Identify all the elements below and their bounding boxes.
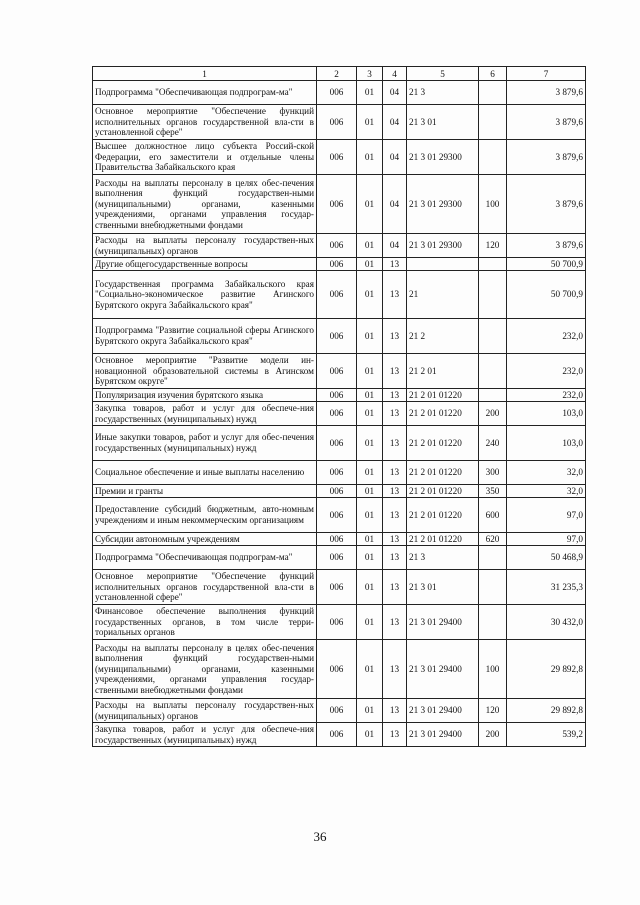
expense-type-cell: 200 xyxy=(479,402,507,426)
section-cell: 01 xyxy=(357,258,383,271)
expense-type-cell: 350 xyxy=(479,485,507,498)
target-item-cell: 21 2 01 01220 xyxy=(407,426,479,461)
row-name-cell: Основное мероприятие "Обеспечение функций исполнительных органов государственной вла-сти в установленной сфере" xyxy=(93,105,317,140)
row-name-cell: Подпрограмма "Обеспечивающая подпрограм-ма" xyxy=(93,81,317,105)
table-row xyxy=(93,498,586,533)
section-cell: 01 xyxy=(357,498,383,533)
subsection-cell: 04 xyxy=(383,81,407,105)
amount-cell: 32,0 xyxy=(507,485,586,498)
row-name-cell: Основное мероприятие "Развитие модели ин-новационной образовательной системы в Агинском Бурятском округе" xyxy=(93,354,317,389)
admin-code-cell: 006 xyxy=(317,533,357,546)
section-cell: 01 xyxy=(357,175,383,234)
section-cell: 01 xyxy=(357,234,383,258)
budget-table xyxy=(92,66,586,747)
subsection-cell: 13 xyxy=(383,533,407,546)
subsection-cell: 13 xyxy=(383,271,407,319)
amount-cell: 3 879,6 xyxy=(507,234,586,258)
subsection-cell: 13 xyxy=(383,498,407,533)
amount-cell: 97,0 xyxy=(507,533,586,546)
admin-code-cell: 006 xyxy=(317,175,357,234)
admin-code-cell: 006 xyxy=(317,140,357,175)
admin-code-cell: 006 xyxy=(317,640,357,699)
admin-code-cell: 006 xyxy=(317,546,357,570)
section-cell: 01 xyxy=(357,389,383,402)
table-row xyxy=(93,533,586,546)
admin-code-cell: 006 xyxy=(317,402,357,426)
row-name-cell: Финансовое обеспечение выполнения функций государственных органов, в том числе терри-ториальных органов xyxy=(93,605,317,640)
subsection-cell: 13 xyxy=(383,570,407,605)
expense-type-cell: 300 xyxy=(479,461,507,485)
expense-type-cell xyxy=(479,570,507,605)
amount-cell: 539,2 xyxy=(507,723,586,747)
subsection-cell: 04 xyxy=(383,140,407,175)
table-header xyxy=(93,67,586,81)
column-header: 3 xyxy=(357,67,383,81)
table-body xyxy=(93,81,586,747)
subsection-cell: 13 xyxy=(383,354,407,389)
admin-code-cell: 006 xyxy=(317,461,357,485)
page-number: 36 xyxy=(313,829,327,844)
row-name-cell: Государственная программа Забайкальского края "Социально-экономическое развитие Агинского Бурятского округа Забайкальского края" xyxy=(93,271,317,319)
table-row xyxy=(93,461,586,485)
row-name-cell: Предоставление субсидий бюджетным, авто-номным учреждениям и иным некоммерческим организациям xyxy=(93,498,317,533)
target-item-cell: 21 2 01 01220 xyxy=(407,461,479,485)
admin-code-cell: 006 xyxy=(317,605,357,640)
amount-cell: 232,0 xyxy=(507,389,586,402)
row-name-cell: Социальное обеспечение и иные выплаты населению xyxy=(93,461,317,485)
section-cell: 01 xyxy=(357,319,383,354)
expense-type-cell: 100 xyxy=(479,175,507,234)
amount-cell: 29 892,8 xyxy=(507,699,586,723)
table-row xyxy=(93,140,586,175)
table-row xyxy=(93,258,586,271)
table-row xyxy=(93,234,586,258)
table-row xyxy=(93,175,586,234)
admin-code-cell: 006 xyxy=(317,426,357,461)
expense-type-cell xyxy=(479,271,507,319)
table-row xyxy=(93,570,586,605)
section-cell: 01 xyxy=(357,485,383,498)
section-cell: 01 xyxy=(357,271,383,319)
target-item-cell: 21 2 xyxy=(407,319,479,354)
target-item-cell xyxy=(407,258,479,271)
section-cell: 01 xyxy=(357,461,383,485)
admin-code-cell: 006 xyxy=(317,319,357,354)
table-row xyxy=(93,319,586,354)
target-item-cell: 21 3 xyxy=(407,81,479,105)
amount-cell: 3 879,6 xyxy=(507,105,586,140)
subsection-cell: 13 xyxy=(383,723,407,747)
admin-code-cell: 006 xyxy=(317,258,357,271)
section-cell: 01 xyxy=(357,402,383,426)
subsection-cell: 13 xyxy=(383,258,407,271)
target-item-cell: 21 3 01 29300 xyxy=(407,234,479,258)
table-row xyxy=(93,723,586,747)
admin-code-cell: 006 xyxy=(317,498,357,533)
row-name-cell: Расходы на выплаты персоналу государствен-ных (муниципальных) органов xyxy=(93,699,317,723)
subsection-cell: 13 xyxy=(383,640,407,699)
section-cell: 01 xyxy=(357,426,383,461)
target-item-cell: 21 3 01 29400 xyxy=(407,699,479,723)
expense-type-cell xyxy=(479,389,507,402)
expense-type-cell xyxy=(479,354,507,389)
row-name-cell: Подпрограмма "Развитие социальной сферы Агинского Бурятского округа Забайкальского края" xyxy=(93,319,317,354)
target-item-cell: 21 2 01 01220 xyxy=(407,402,479,426)
admin-code-cell: 006 xyxy=(317,723,357,747)
target-item-cell: 21 2 01 01220 xyxy=(407,485,479,498)
admin-code-cell: 006 xyxy=(317,389,357,402)
subsection-cell: 13 xyxy=(383,485,407,498)
admin-code-cell: 006 xyxy=(317,271,357,319)
table-row xyxy=(93,105,586,140)
amount-cell: 30 432,0 xyxy=(507,605,586,640)
amount-cell: 50 700,9 xyxy=(507,271,586,319)
section-cell: 01 xyxy=(357,533,383,546)
table-row xyxy=(93,81,586,105)
target-item-cell: 21 3 01 29400 xyxy=(407,605,479,640)
row-name-cell: Подпрограмма "Обеспечивающая подпрограм-ма" xyxy=(93,546,317,570)
column-header: 7 xyxy=(507,67,586,81)
target-item-cell: 21 3 01 xyxy=(407,570,479,605)
amount-cell: 31 235,3 xyxy=(507,570,586,605)
expense-type-cell xyxy=(479,140,507,175)
section-cell: 01 xyxy=(357,570,383,605)
amount-cell: 3 879,6 xyxy=(507,140,586,175)
amount-cell: 232,0 xyxy=(507,319,586,354)
row-name-cell: Расходы на выплаты персоналу государствен-ных (муниципальных) органов xyxy=(93,234,317,258)
table-row xyxy=(93,354,586,389)
expense-type-cell: 600 xyxy=(479,498,507,533)
section-cell: 01 xyxy=(357,699,383,723)
admin-code-cell: 006 xyxy=(317,570,357,605)
table-row xyxy=(93,485,586,498)
column-header: 1 xyxy=(93,67,317,81)
subsection-cell: 13 xyxy=(383,319,407,354)
amount-cell: 3 879,6 xyxy=(507,81,586,105)
amount-cell: 97,0 xyxy=(507,498,586,533)
row-name-cell: Расходы на выплаты персоналу в целях обес-печения выполнения функций государствен-ными (муниципальными) органами, казенными учреждениями, органами управления государ-ственными внебюджетными фондами xyxy=(93,175,317,234)
amount-cell: 29 892,8 xyxy=(507,640,586,699)
row-name-cell: Высшее должностное лицо субъекта Россий-ской Федерации, его заместители и отдельные члены Правительства Забайкальского края xyxy=(93,140,317,175)
target-item-cell: 21 3 01 29400 xyxy=(407,640,479,699)
table-row xyxy=(93,605,586,640)
amount-cell: 50 700,9 xyxy=(507,258,586,271)
amount-cell: 32,0 xyxy=(507,461,586,485)
expense-type-cell xyxy=(479,319,507,354)
target-item-cell: 21 2 01 01220 xyxy=(407,533,479,546)
row-name-cell: Популяризация изучения бурятского языка xyxy=(93,389,317,402)
section-cell: 01 xyxy=(357,105,383,140)
section-cell: 01 xyxy=(357,81,383,105)
table-row xyxy=(93,640,586,699)
target-item-cell: 21 3 01 29300 xyxy=(407,140,479,175)
amount-cell: 103,0 xyxy=(507,426,586,461)
section-cell: 01 xyxy=(357,605,383,640)
subsection-cell: 13 xyxy=(383,402,407,426)
row-name-cell: Основное мероприятие "Обеспечение функций исполнительных органов государственной вла-сти в установленной сфере" xyxy=(93,570,317,605)
table-row xyxy=(93,699,586,723)
admin-code-cell: 006 xyxy=(317,699,357,723)
admin-code-cell: 006 xyxy=(317,234,357,258)
subsection-cell: 13 xyxy=(383,426,407,461)
expense-type-cell: 100 xyxy=(479,640,507,699)
section-cell: 01 xyxy=(357,640,383,699)
target-item-cell: 21 2 01 01220 xyxy=(407,498,479,533)
row-name-cell: Расходы на выплаты персоналу в целях обес-печения выполнения функций государствен-ными (муниципальными) органами, казенными учреждениями, органами управления государ-ственными внебюджетными фондами xyxy=(93,640,317,699)
admin-code-cell: 006 xyxy=(317,105,357,140)
expense-type-cell: 620 xyxy=(479,533,507,546)
expense-type-cell xyxy=(479,105,507,140)
column-header: 5 xyxy=(407,67,479,81)
column-header: 4 xyxy=(383,67,407,81)
row-name-cell: Другие общегосударственные вопросы xyxy=(93,258,317,271)
section-cell: 01 xyxy=(357,546,383,570)
expense-type-cell: 120 xyxy=(479,699,507,723)
expense-type-cell xyxy=(479,546,507,570)
table-row xyxy=(93,426,586,461)
table-row xyxy=(93,546,586,570)
row-name-cell: Закупка товаров, работ и услуг для обеспече-ния государственных (муниципальных) нужд xyxy=(93,402,317,426)
expense-type-cell xyxy=(479,258,507,271)
row-name-cell: Субсидии автономным учреждениям xyxy=(93,533,317,546)
subsection-cell: 04 xyxy=(383,175,407,234)
admin-code-cell: 006 xyxy=(317,81,357,105)
expense-type-cell xyxy=(479,81,507,105)
target-item-cell: 21 3 01 29400 xyxy=(407,723,479,747)
target-item-cell: 21 3 xyxy=(407,546,479,570)
target-item-cell: 21 2 01 xyxy=(407,354,479,389)
expense-type-cell: 120 xyxy=(479,234,507,258)
admin-code-cell: 006 xyxy=(317,354,357,389)
column-header: 6 xyxy=(479,67,507,81)
target-item-cell: 21 3 01 29300 xyxy=(407,175,479,234)
row-name-cell: Премии и гранты xyxy=(93,485,317,498)
table-row xyxy=(93,271,586,319)
subsection-cell: 04 xyxy=(383,105,407,140)
target-item-cell: 21 xyxy=(407,271,479,319)
subsection-cell: 13 xyxy=(383,461,407,485)
amount-cell: 3 879,6 xyxy=(507,175,586,234)
section-cell: 01 xyxy=(357,140,383,175)
subsection-cell: 04 xyxy=(383,234,407,258)
expense-type-cell: 240 xyxy=(479,426,507,461)
target-item-cell: 21 2 01 01220 xyxy=(407,389,479,402)
column-header: 2 xyxy=(317,67,357,81)
section-cell: 01 xyxy=(357,354,383,389)
subsection-cell: 13 xyxy=(383,389,407,402)
amount-cell: 103,0 xyxy=(507,402,586,426)
table-row xyxy=(93,389,586,402)
header-row xyxy=(93,67,586,81)
expense-type-cell: 200 xyxy=(479,723,507,747)
target-item-cell: 21 3 01 xyxy=(407,105,479,140)
subsection-cell: 13 xyxy=(383,546,407,570)
subsection-cell: 13 xyxy=(383,699,407,723)
table-row xyxy=(93,402,586,426)
amount-cell: 50 468,9 xyxy=(507,546,586,570)
amount-cell: 232,0 xyxy=(507,354,586,389)
row-name-cell: Иные закупки товаров, работ и услуг для обес-печения государственных (муниципальных) нужд xyxy=(93,426,317,461)
subsection-cell: 13 xyxy=(383,605,407,640)
section-cell: 01 xyxy=(357,723,383,747)
row-name-cell: Закупка товаров, работ и услуг для обеспече-ния государственных (муниципальных) нужд xyxy=(93,723,317,747)
admin-code-cell: 006 xyxy=(317,485,357,498)
expense-type-cell xyxy=(479,605,507,640)
